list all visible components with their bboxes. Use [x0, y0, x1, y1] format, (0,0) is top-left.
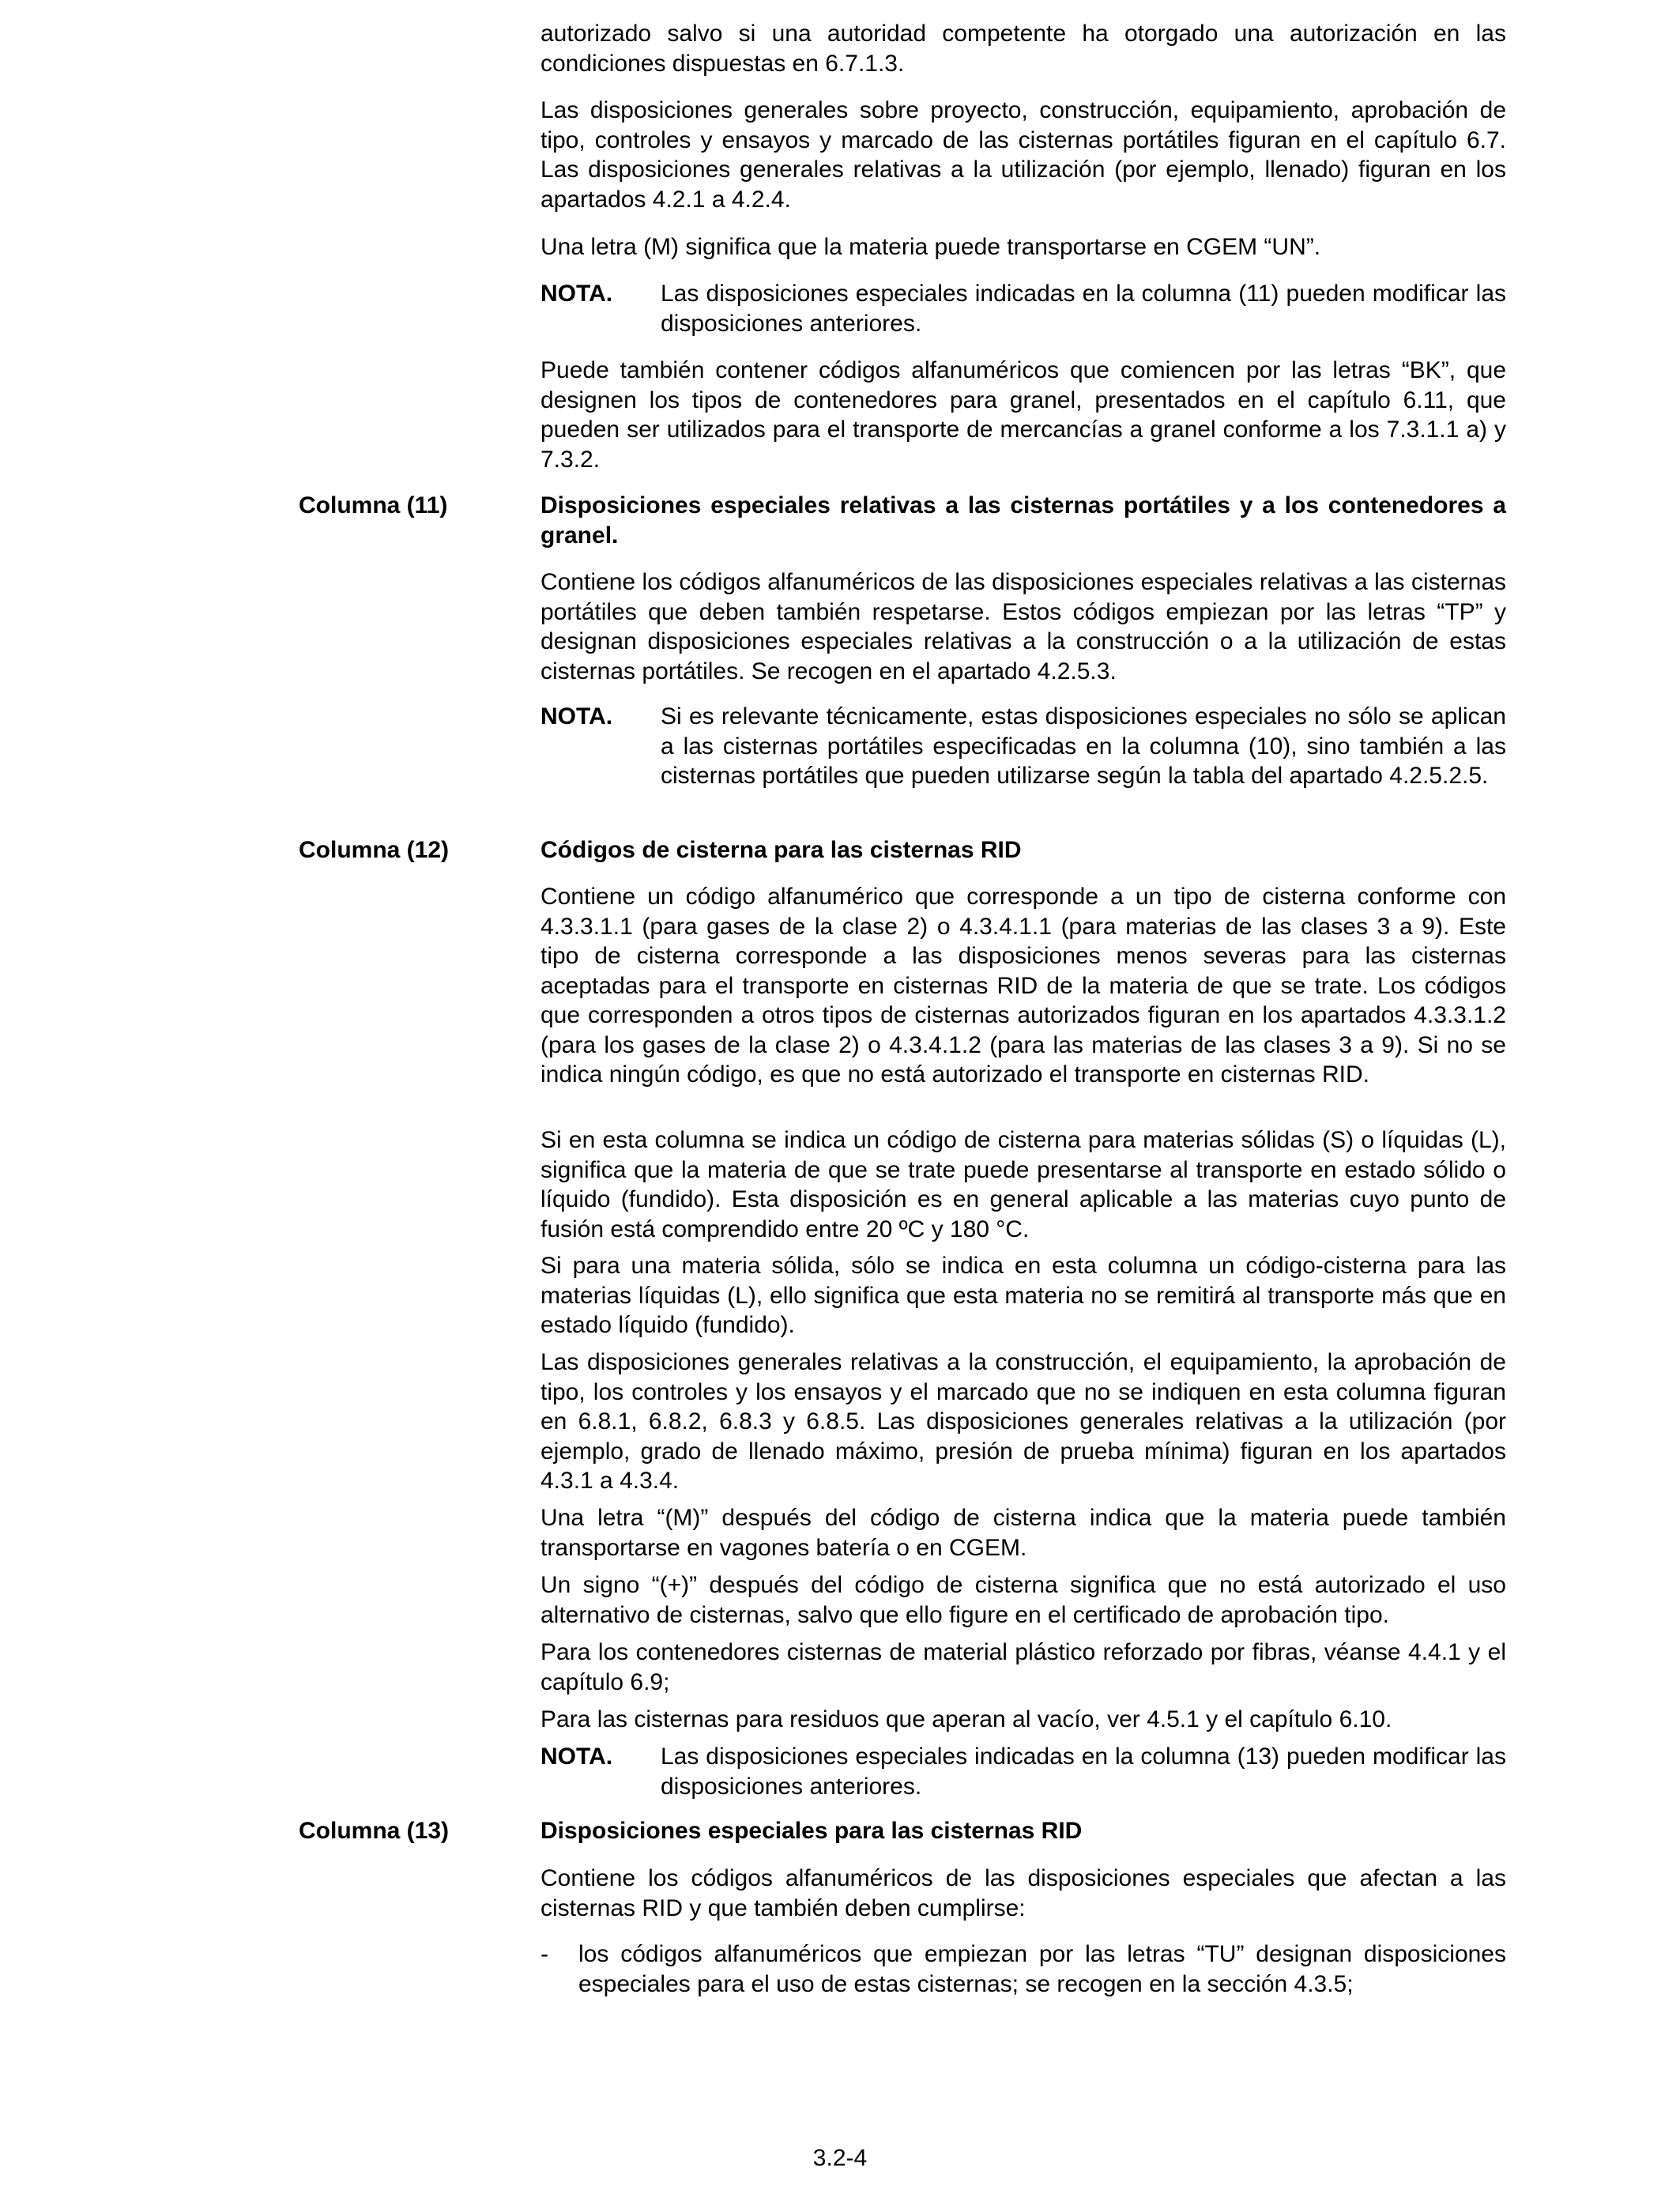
note-body: Las disposiciones especiales indicadas en la columna (13) pueden modificar las disposiciones anteriores. — [661, 1744, 1506, 1800]
bullet-dash: - — [541, 1941, 548, 1967]
paragraph-letter-m: Una letra (M) significa que la materia puede transportarse en CGEM “UN”. — [541, 234, 1321, 260]
column-11-heading: Disposiciones especiales relativas a las cisternas portátiles y a los contenedores a granel. — [541, 492, 1506, 548]
note-label: NOTA. — [541, 281, 613, 307]
paragraph-tank-code: Contiene un código alfanumérico que corresponde a un tipo de cisterna conforme con 4.3.3.1.1 (para gases de la clase 2) o 4.3.4.1.1 (para materias de las clases 3 a 9). Este tipo de cisterna corresponde a las disposiciones menos severas para las cisternas aceptadas para el transporte en cisternas RID de la materia de que se trate. Los códigos que corresponden a otros tipos de cisternas autorizados figuran en los apartados 4.3.3.1.2 (para los gases de la clase 2) o 4.3.4.1.2 (para las materias de las clases 3 a 9). Si no se indica ningún código, es que no está autorizado el transporte en cisternas RID. — [541, 884, 1506, 1088]
note-body: Las disposiciones especiales indicadas en la columna (11) pueden modificar las disposiciones anteriores. — [661, 281, 1506, 337]
paragraph-frp-containers: Para los contenedores cisternas de material plástico reforzado por fibras, véanse 4.4.1 y el capítulo 6.9; — [541, 1639, 1506, 1695]
paragraph-rid-codes: Contiene los códigos alfanuméricos de las disposiciones especiales que afectan a las cisternas RID y que también deben cumplirse: — [541, 1865, 1506, 1921]
column-13-heading: Disposiciones especiales para las cisternas RID — [541, 1818, 1083, 1844]
note-1 — [541, 279, 1506, 338]
list-item-text: los códigos alfanuméricos que empiezan por las letras “TU” designan disposiciones especiales para el uso de estas cisternas; se recogen en la sección 4.3.5; — [578, 1941, 1506, 1997]
column-12-label: Columna (12) — [299, 837, 450, 863]
column-12-heading: Códigos de cisterna para las cisternas RID — [541, 837, 1022, 863]
paragraph-solid-only-liquid: Si para una materia sólida, sólo se indica en esta columna un código-cisterna para las materias líquidas (L), ello significa que esta materia no se remitirá al transporte más que en estado líquido (fundido). — [541, 1253, 1506, 1338]
paragraph-solid-liquid: Si en esta columna se indica un código de cisterna para materias sólidas (S) o líquidas (L), significa que la materia de que se trate puede presentarse al transporte en estado sólido o líquido (fundido). Esta disposición es en general aplicable a las materias cuyo punto de fusión está comprendido entre 20 ºC y 180 °C. — [541, 1127, 1506, 1242]
note-3 — [541, 1742, 1506, 1801]
paragraph-general-provisions: Las disposiciones generales sobre proyecto, construcción, equipamiento, aprobación de tipo, controles y ensayos y marcado de las cisternas portátiles figuran en el capítulo 6.7. Las disposiciones generales relativas a la utilización (por ejemplo, llenado) figuran en los apartados 4.2.1 a 4.2.4. — [541, 97, 1506, 213]
paragraph-vacuum-tanks: Para las cisternas para residuos que aperan al vacío, ver 4.5.1 y el capítulo 6.10. — [541, 1706, 1392, 1732]
note-label: NOTA. — [541, 703, 613, 729]
paragraph-letter-m-battery: Una letra “(M)” después del código de cisterna indica que la materia puede también transportarse en vagones batería o en CGEM. — [541, 1505, 1506, 1561]
paragraph-plus-sign: Un signo “(+)” después del código de cisterna significa que no está autorizado el uso alternativo de cisternas, salvo que ello figure en el certificado de aprobación tipo. — [541, 1572, 1506, 1628]
column-11-label: Columna (11) — [299, 492, 448, 518]
list-item-tu-codes — [541, 1940, 1506, 1999]
note-body: Si es relevante técnicamente, estas disposiciones especiales no sólo se aplican a las cisternas portátiles especificadas en la columna (10), sino también a las cisternas portátiles que pueden utilizarse según la tabla del apartado 4.2.5.2.5. — [661, 703, 1506, 789]
paragraph-tp-codes: Contiene los códigos alfanuméricos de las disposiciones especiales relativas a las cisternas portátiles que deben también respetarse. Estos códigos empiezan por las letras “TP” y designan disposiciones especiales relativas a la construcción o a la utilización de estas cisternas portátiles. Se recogen en el apartado 4.2.5.3. — [541, 569, 1506, 684]
column-13-label: Columna (13) — [299, 1818, 450, 1844]
note-2 — [541, 702, 1506, 791]
paragraph-bk-codes: Puede también contener códigos alfanuméricos que comiencen por las letras “BK”, que designen los tipos de contenedores para granel, presentados en el capítulo 6.11, que pueden ser utilizados para el transporte de mercancías a granel conforme a los 7.3.1.1 a) y 7.3.2. — [541, 357, 1506, 473]
paragraph-continuation: autorizado salvo si una autoridad competente ha otorgado una autorización en las condiciones dispuestas en 6.7.1.3. — [541, 21, 1506, 77]
paragraph-general-construction: Las disposiciones generales relativas a la construcción, el equipamiento, la aprobación de tipo, los controles y los ensayos y el marcado que no se indiquen en esta columna figuran en 6.8.1, 6.8.2, 6.8.3 y 6.8.5. Las disposiciones generales relativas a la utilización (por ejemplo, grado de llenado máximo, presión de prueba mínima) figuran en los apartados 4.3.1 a 4.3.4. — [541, 1349, 1506, 1494]
page-number: 3.2-4 — [812, 2145, 868, 2171]
note-label: NOTA. — [541, 1744, 613, 1770]
